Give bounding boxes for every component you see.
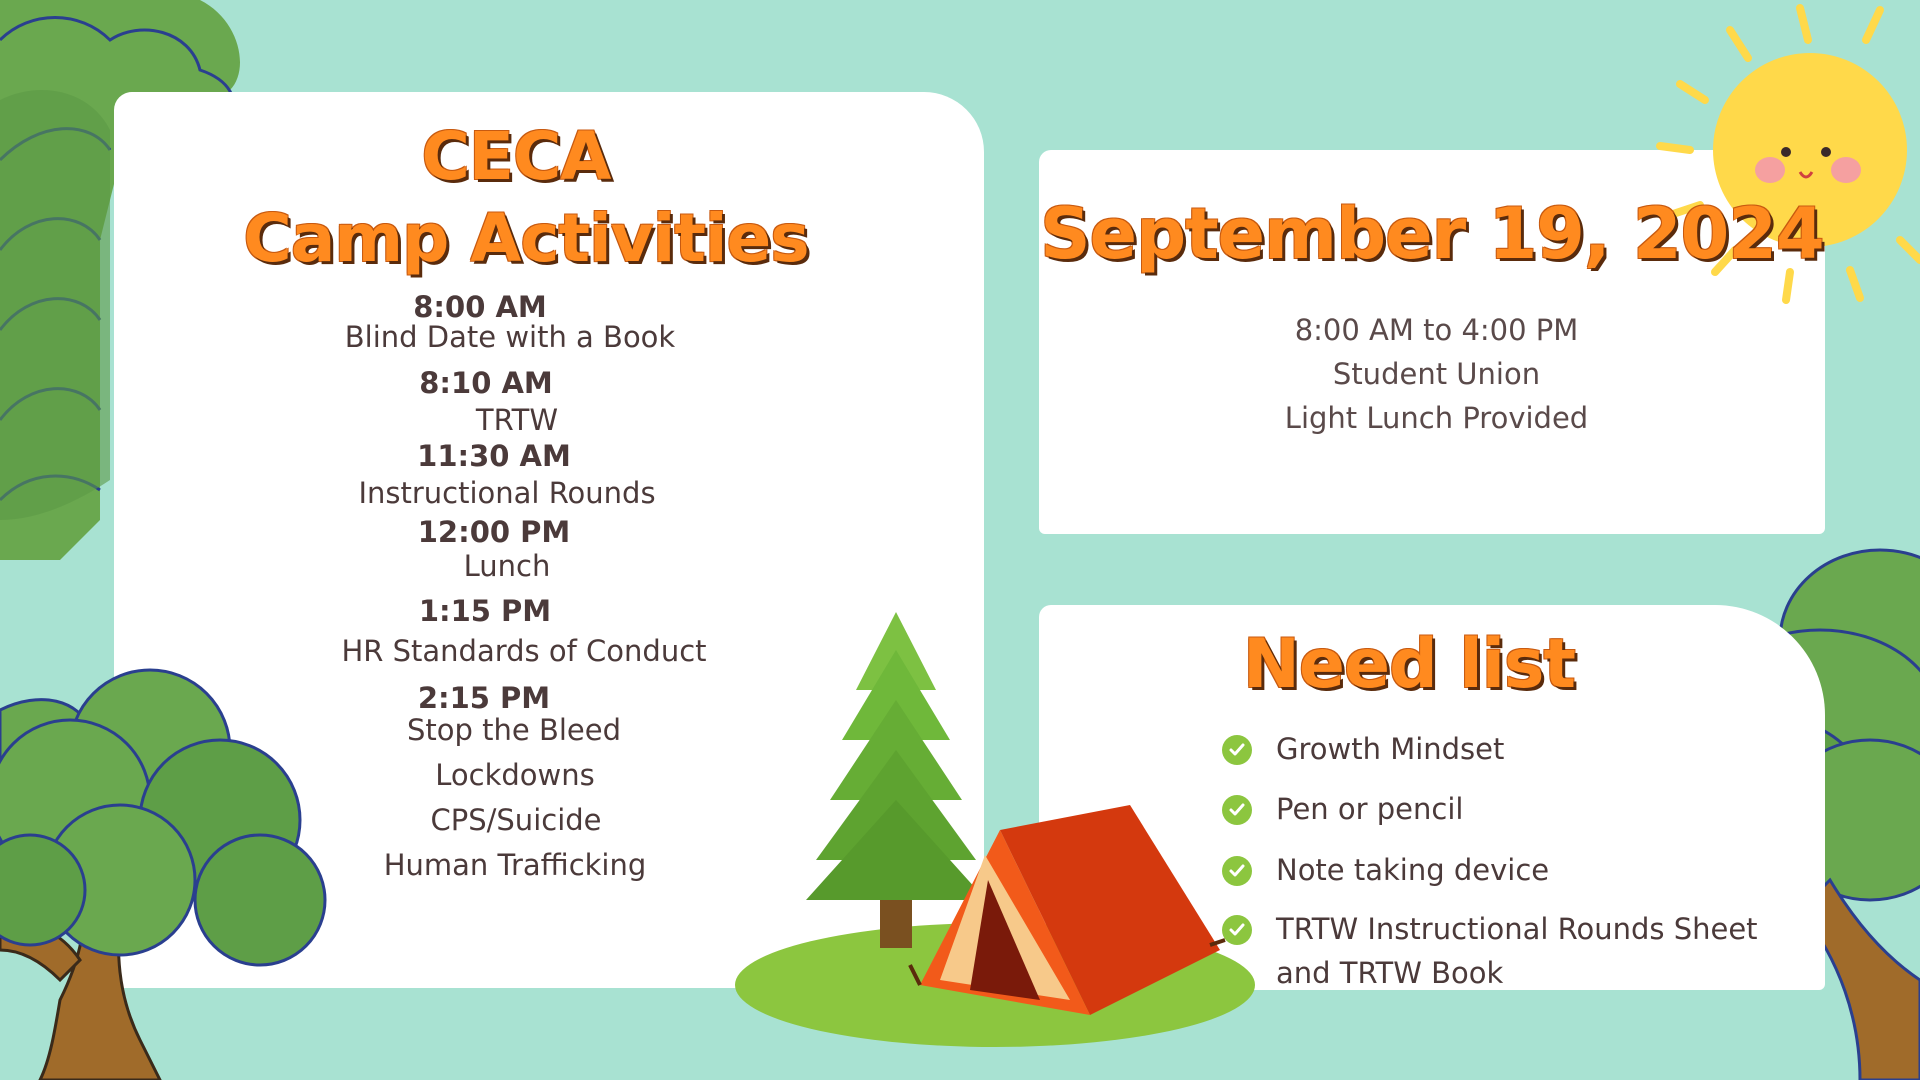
schedule-activity: HR Standards of Conduct [341,634,707,668]
check-icon [1222,915,1252,945]
page-title-line-1: CECA [421,118,611,195]
schedule-time: 8:10 AM [419,366,553,400]
schedule-activity: Lockdowns [435,758,595,792]
schedule-time: 1:15 PM [418,594,552,628]
list-item [1222,853,1549,892]
list-item [1222,912,1776,995]
event-hours: 8:00 AM to 4:00 PM [1294,313,1579,347]
check-icon [1222,735,1252,765]
schedule-time: 8:00 AM [413,290,547,324]
schedule-activity: TRTW [475,403,559,437]
event-date: September 19, 2024 [1040,193,1824,275]
need-item-text: TRTW Instructional Rounds Sheet and TRTW Book [1276,912,1758,990]
page-title-line-2: Camp Activities [243,200,809,277]
check-icon [1222,856,1252,886]
need-item-text: Pen or pencil [1276,792,1464,826]
need-list-title: Need list [1242,625,1576,704]
need-item-text: Growth Mindset [1276,732,1505,766]
list-item [1222,732,1504,771]
schedule-activity: Stop the Bleed [406,713,621,747]
schedule-activity: Lunch [463,549,551,583]
event-location: Student Union [1332,357,1541,391]
schedule-time: 2:15 PM [417,681,551,715]
schedule-time: 12:00 PM [417,515,571,549]
check-icon [1222,795,1252,825]
schedule-activity: Human Trafficking [383,848,647,882]
schedule-activity: Blind Date with a Book [344,320,676,354]
event-note: Light Lunch Provided [1284,401,1589,435]
schedule-activity: Instructional Rounds [358,476,656,510]
schedule-activity: CPS/Suicide [430,803,602,837]
need-item-text: Note taking device [1276,853,1550,887]
schedule-time: 11:30 AM [417,439,571,473]
list-item [1222,792,1463,831]
